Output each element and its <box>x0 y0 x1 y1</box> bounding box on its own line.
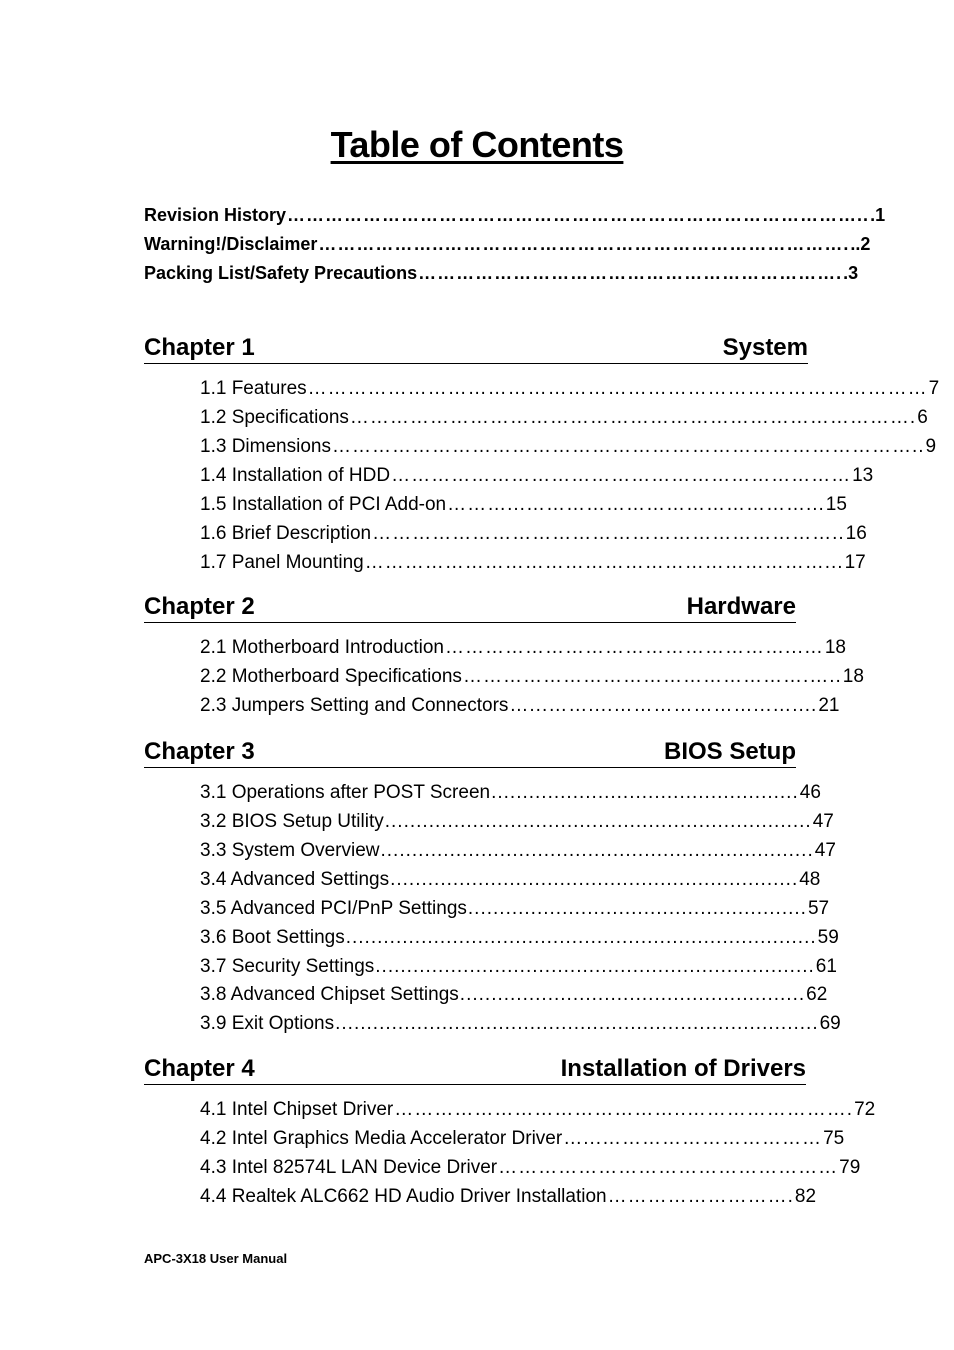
toc-page-number: 79 <box>839 1157 861 1178</box>
toc-page-number: 72 <box>854 1099 876 1120</box>
toc-page-number: 15 <box>825 494 847 515</box>
toc-front-entry[interactable] <box>144 263 859 284</box>
toc-page-number: 61 <box>815 956 837 977</box>
toc-entry[interactable] <box>200 1157 861 1179</box>
chapter-title: BIOS Setup <box>663 738 796 765</box>
chapter-title: Installation of Drivers <box>560 1055 806 1082</box>
toc-entry-label: 3.9 Exit Options <box>200 1013 335 1034</box>
toc-entry-label: 3.8 Advanced Chipset Settings <box>200 984 459 1005</box>
toc-entry[interactable] <box>200 956 837 978</box>
toc-page-number: 75 <box>823 1128 845 1149</box>
toc-page-number: .3 <box>843 263 859 283</box>
toc-leader-dots: …………………………………………………………….. <box>372 523 845 544</box>
toc-entry[interactable] <box>200 407 928 429</box>
toc-leader-dots: ……………………………………..……………………. <box>394 1099 854 1120</box>
toc-page-number: 62 <box>806 984 828 1005</box>
toc-leader-dots: …...……....…………………...….... <box>509 695 818 716</box>
toc-leader-dots: ........................................................................... <box>345 927 817 948</box>
toc-entry[interactable] <box>200 811 834 833</box>
toc-entry-label: 4.3 Intel 82574L LAN Device Driver <box>200 1157 498 1178</box>
toc-entry-label: 3.5 Advanced PCI/PnP Settings <box>200 898 467 919</box>
toc-leader-dots: …………………………………………………………………………. <box>349 407 917 428</box>
toc-entry-label: 1.3 Dimensions <box>200 436 331 457</box>
toc-page-number: 7 <box>928 378 940 399</box>
toc-entry-label: Revision History <box>144 205 287 225</box>
toc-leader-dots: ............................................................................. <box>335 1013 819 1034</box>
toc-entry[interactable] <box>200 1128 845 1150</box>
chapter-label: Chapter 1 <box>144 334 255 361</box>
toc-leader-dots: ……………………………………………………………... <box>364 552 844 573</box>
toc-page-number: 57 <box>807 898 830 919</box>
toc-entry-label: 3.1 Operations after POST Screen <box>200 782 491 803</box>
toc-entry[interactable] <box>200 552 866 574</box>
toc-entry-label: 1.7 Panel Mounting <box>200 552 364 573</box>
toc-entry[interactable] <box>200 637 846 659</box>
toc-entry-label: 4.1 Intel Chipset Driver <box>200 1099 394 1120</box>
toc-entry-label: 1.2 Specifications <box>200 407 349 428</box>
toc-page-number: 82 <box>794 1186 817 1207</box>
toc-entry-label: Warning!/Disclaimer <box>144 234 318 254</box>
toc-leader-dots: …………………………………………….….. <box>462 666 842 687</box>
toc-front-entry[interactable] <box>144 205 886 226</box>
toc-entry[interactable] <box>200 1186 817 1208</box>
toc-entry-label: 2.3 Jumpers Setting and Connectors <box>200 695 509 716</box>
toc-entry[interactable] <box>200 523 867 545</box>
toc-leader-dots: ...................................................................... <box>375 956 815 977</box>
toc-leader-dots: ………………..………………………………………………………. <box>318 234 850 254</box>
toc-leader-dots: ................................................................. <box>390 869 799 890</box>
toc-entry[interactable] <box>200 695 840 717</box>
toc-entry-label: Packing List/Safety Precautions <box>144 263 418 283</box>
toc-leader-dots: …...…………………………… <box>563 1128 823 1149</box>
toc-entry[interactable] <box>200 1099 876 1121</box>
toc-page-number: 46 <box>799 782 821 803</box>
toc-page-number: 47 <box>814 840 836 861</box>
toc-entry[interactable] <box>200 840 836 862</box>
manual-footer: APC-3X18 User Manual <box>144 1251 288 1266</box>
toc-page-number: .1 <box>870 205 886 225</box>
toc-page-number: 18 <box>842 666 864 687</box>
toc-page-number: 17 <box>844 552 866 573</box>
toc-entry[interactable] <box>200 984 828 1006</box>
toc-page-number: 13 <box>852 465 874 486</box>
toc-page-number: 16 <box>845 523 867 544</box>
toc-leader-dots: ……………………………………………...… <box>445 637 824 658</box>
toc-page-number: 48 <box>799 869 821 890</box>
toc-leader-dots: ..................................................................... <box>380 840 814 861</box>
chapter-heading-4[interactable] <box>144 1054 806 1085</box>
toc-leader-dots: …………………………………………………………………………….. <box>331 436 925 457</box>
toc-entry[interactable] <box>200 666 864 688</box>
toc-entry[interactable] <box>200 465 874 487</box>
toc-entry[interactable] <box>200 927 839 949</box>
toc-entry-label: 1.4 Installation of HDD <box>200 465 391 486</box>
toc-page-number: 18 <box>824 637 846 658</box>
toc-page-number: 59 <box>817 927 839 948</box>
chapter-heading-1[interactable] <box>144 333 808 364</box>
toc-page-number: 6 <box>917 407 928 428</box>
toc-entry-label: 3.6 Boot Settings <box>200 927 345 948</box>
chapter-title: Hardware <box>686 593 796 620</box>
toc-leader-dots: ....................................................... <box>459 984 806 1005</box>
toc-page-number: 21 <box>818 695 840 716</box>
page-title: Table of Contents <box>330 124 624 165</box>
toc-entry[interactable] <box>200 1013 841 1035</box>
toc-entry[interactable] <box>200 898 830 920</box>
toc-entry-label: 3.2 BIOS Setup Utility <box>200 811 384 832</box>
chapter-heading-2[interactable] <box>144 592 796 623</box>
toc-leader-dots: ………………………. <box>607 1186 794 1207</box>
chapter-label: Chapter 4 <box>144 1055 255 1082</box>
toc-leader-dots: ……………………………………………………………………………….. <box>287 205 870 225</box>
toc-leader-dots: ………...……………………………………... <box>447 494 825 515</box>
chapter-heading-3[interactable] <box>144 737 796 768</box>
toc-entry-label: 4.2 Intel Graphics Media Accelerator Driver <box>200 1128 563 1149</box>
toc-entry[interactable] <box>200 869 821 891</box>
toc-entry[interactable] <box>200 436 937 458</box>
chapter-title: System <box>722 334 808 361</box>
toc-leader-dots: .................................................................... <box>384 811 812 832</box>
toc-page-number: 9 <box>925 436 937 457</box>
toc-leader-dots: …………………………………………… <box>498 1157 839 1178</box>
toc-page-number: ..2 <box>850 234 871 254</box>
toc-leader-dots: ………………………………………………………………………………… <box>307 378 928 399</box>
toc-entry[interactable] <box>200 494 847 516</box>
toc-entry-label: 2.1 Motherboard Introduction <box>200 637 444 658</box>
toc-entry[interactable] <box>200 782 821 804</box>
chapter-label: Chapter 2 <box>144 593 255 620</box>
toc-page-number: 69 <box>819 1013 841 1034</box>
toc-entry[interactable] <box>200 378 940 400</box>
toc-page-number: 47 <box>812 811 834 832</box>
toc-leader-dots: ................................................. <box>491 782 799 803</box>
toc-entry-label: 1.5 Installation of PCI Add-on <box>200 494 447 515</box>
toc-entry-label: 3.7 Security Settings <box>200 956 375 977</box>
toc-entry-label: 4.4 Realtek ALC662 HD Audio Driver Installation <box>200 1186 607 1207</box>
toc-entry-label: 3.3 System Overview <box>200 840 380 861</box>
toc-leader-dots: …………………………………………………………. <box>418 263 843 283</box>
toc-entry-label: 1.1 Features <box>200 378 307 399</box>
toc-leader-dots: ...................................................... <box>467 898 807 919</box>
toc-leader-dots: …………………………………………………………… <box>391 465 852 486</box>
chapter-label: Chapter 3 <box>144 738 255 765</box>
toc-entry-label: 1.6 Brief Description <box>200 523 372 544</box>
toc-entry-label: 3.4 Advanced Settings <box>200 869 390 890</box>
toc-front-entry[interactable] <box>144 234 871 255</box>
toc-entry-label: 2.2 Motherboard Specifications <box>200 666 462 687</box>
